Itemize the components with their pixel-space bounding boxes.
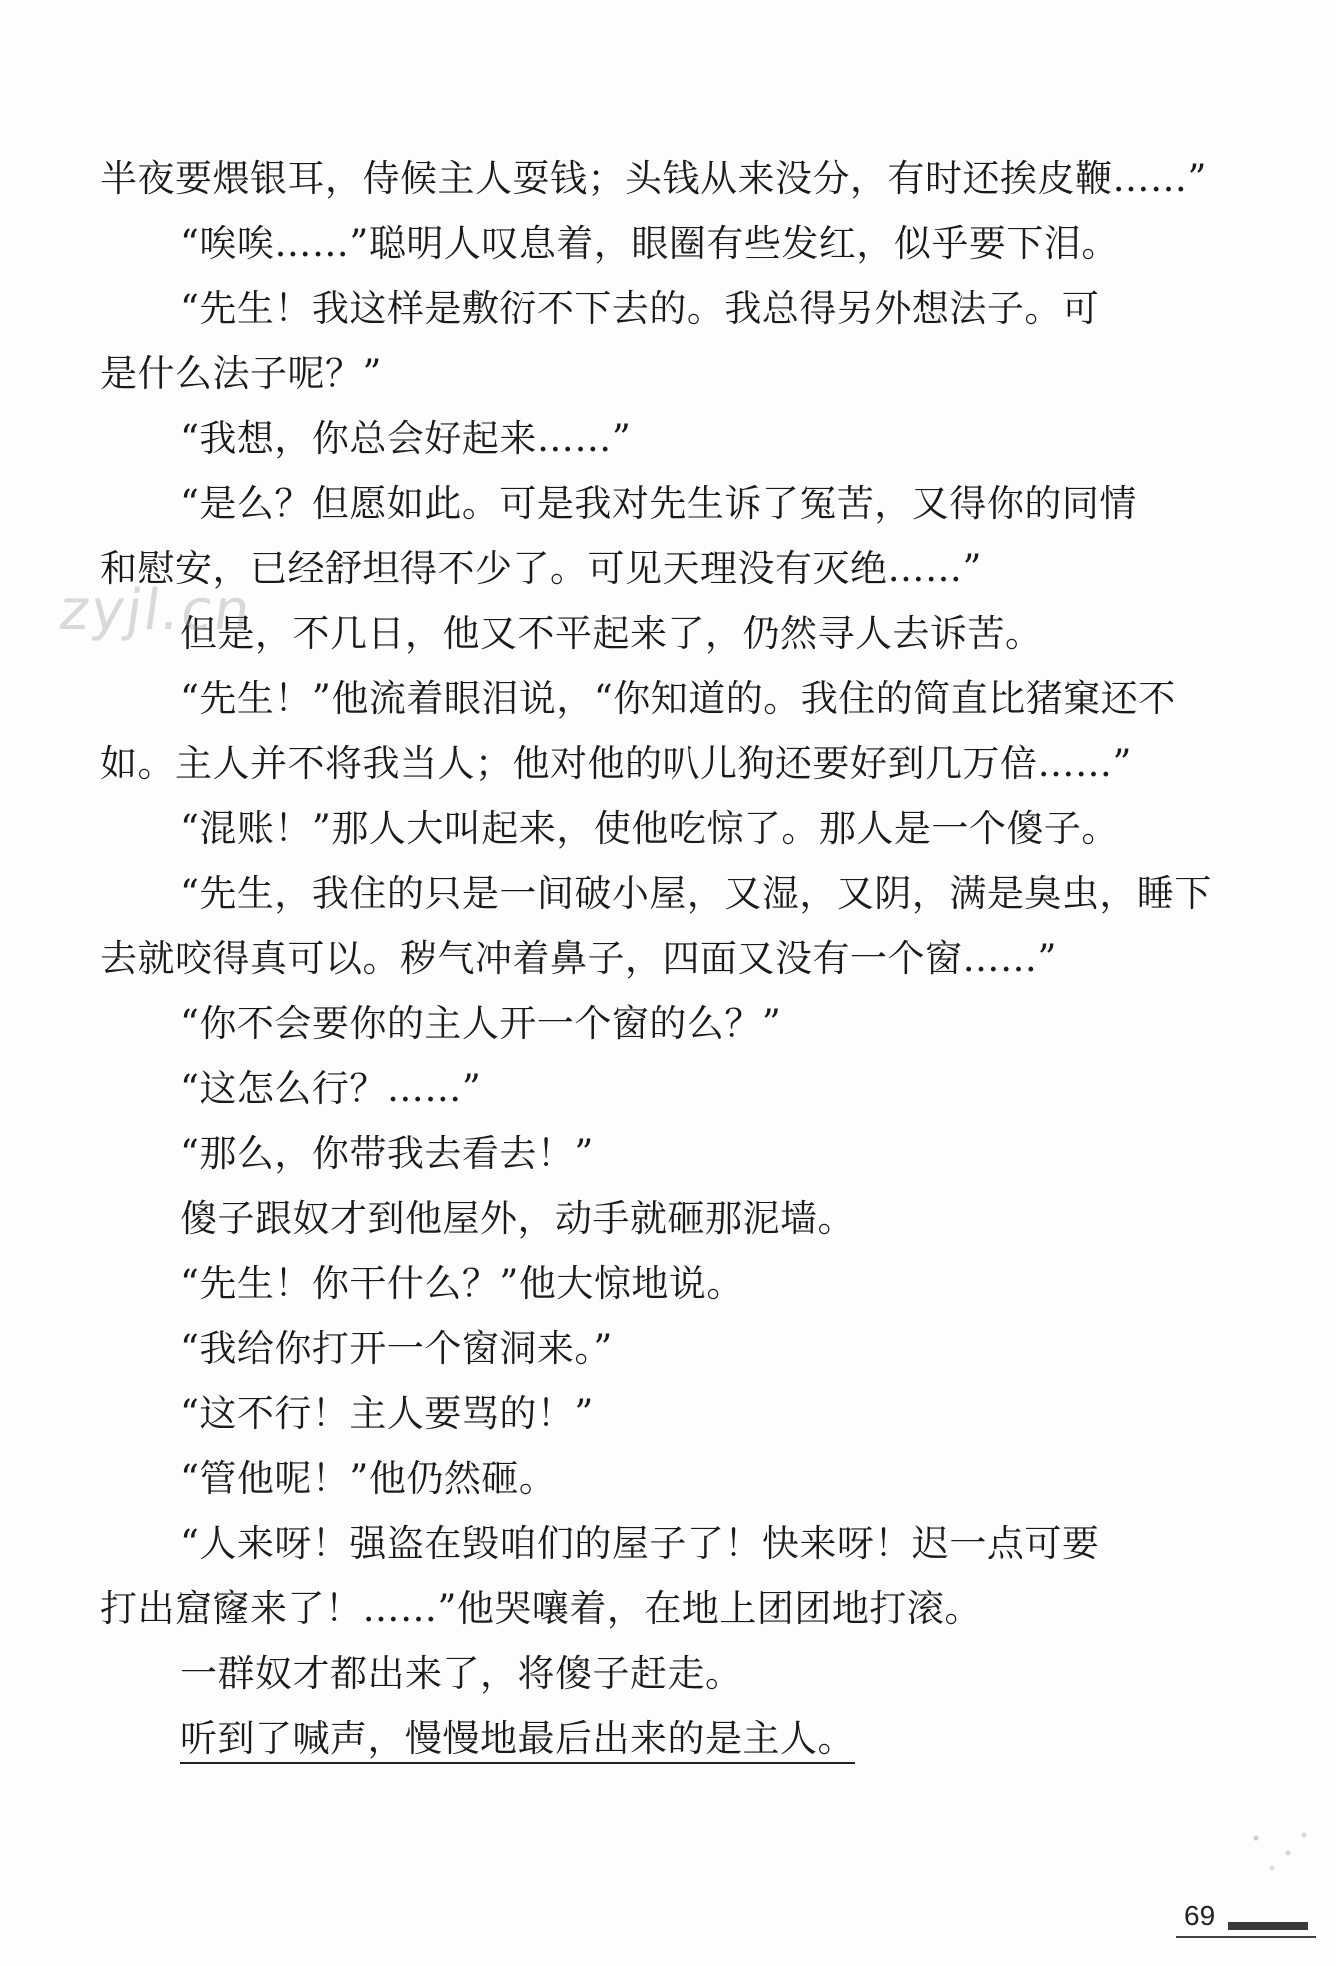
- text-line: “是么？但愿如此。可是我对先生诉了冤苦，又得你的同情: [180, 482, 1137, 525]
- text-line: “先生！我这样是敷衍不下去的。我总得另外想法子。可: [180, 287, 1100, 330]
- text-line: “我给你打开一个窗洞来。”: [180, 1327, 613, 1370]
- text-line: 半夜要煨银耳，侍候主人耍钱；头钱从来没分，有时还挨皮鞭……”: [100, 157, 1207, 200]
- text-line: 打出窟窿来了！……”他哭嚷着，在地上团团地打滚。: [100, 1587, 982, 1630]
- text-line: “我想，你总会好起来……”: [180, 417, 632, 460]
- text-line: “你不会要你的主人开一个窗的么？”: [180, 1002, 782, 1045]
- text-line: [180, 1715, 855, 1763]
- paper-speckles: [1240, 1820, 1320, 1880]
- text-line: “管他呢！”他仍然砸。: [180, 1457, 557, 1500]
- text-line: “这不行！主人要骂的！”: [180, 1392, 594, 1435]
- watermark: zyjl.cn: [55, 578, 257, 643]
- text-line: 如。主人并不将我当人；他对他的叭儿狗还要好到几万倍……”: [100, 742, 1132, 785]
- text-line: “混账！”那人大叫起来，使他吃惊了。那人是一个傻子。: [180, 807, 1119, 850]
- text-line: 和慰安，已经舒坦得不少了。可见天理没有灭绝……”: [100, 547, 982, 590]
- page-number: 69: [1184, 1900, 1216, 1931]
- text-line: 去就咬得真可以。秽气冲着鼻子，四面又没有一个窗……”: [100, 937, 1057, 980]
- text-line: “唉唉……”聪明人叹息着，眼圈有些发红，似乎要下泪。: [180, 222, 1119, 265]
- text-line: 但是，不几日，他又不平起来了，仍然寻人去诉苦。: [180, 612, 1043, 655]
- text-line: “那么，你带我去看去！”: [180, 1132, 594, 1175]
- text-line: 是什么法子呢？”: [100, 352, 382, 395]
- text-line: “先生！”他流着眼泪说，“你知道的。我住的简直比猪窠还不: [180, 677, 1176, 720]
- underlined-text: 听到了喊声，慢慢地最后出来的是主人。: [180, 1717, 855, 1764]
- text-line: “先生，我住的只是一间破小屋，又湿，又阴，满是臭虫，睡下: [180, 872, 1212, 915]
- text-line: 一群奴才都出来了，将傻子赶走。: [180, 1652, 743, 1695]
- text-line: “人来呀！强盗在毁咱们的屋子了！快来呀！迟一点可要: [180, 1522, 1100, 1565]
- page-number-rule: [1176, 1936, 1316, 1938]
- text-line: “先生！你干什么？”他大惊地说。: [180, 1262, 744, 1305]
- text-line: “这怎么行？……”: [180, 1067, 482, 1110]
- page-number-bar: [1228, 1922, 1308, 1930]
- text-line: 傻子跟奴才到他屋外，动手就砸那泥墙。: [180, 1197, 855, 1240]
